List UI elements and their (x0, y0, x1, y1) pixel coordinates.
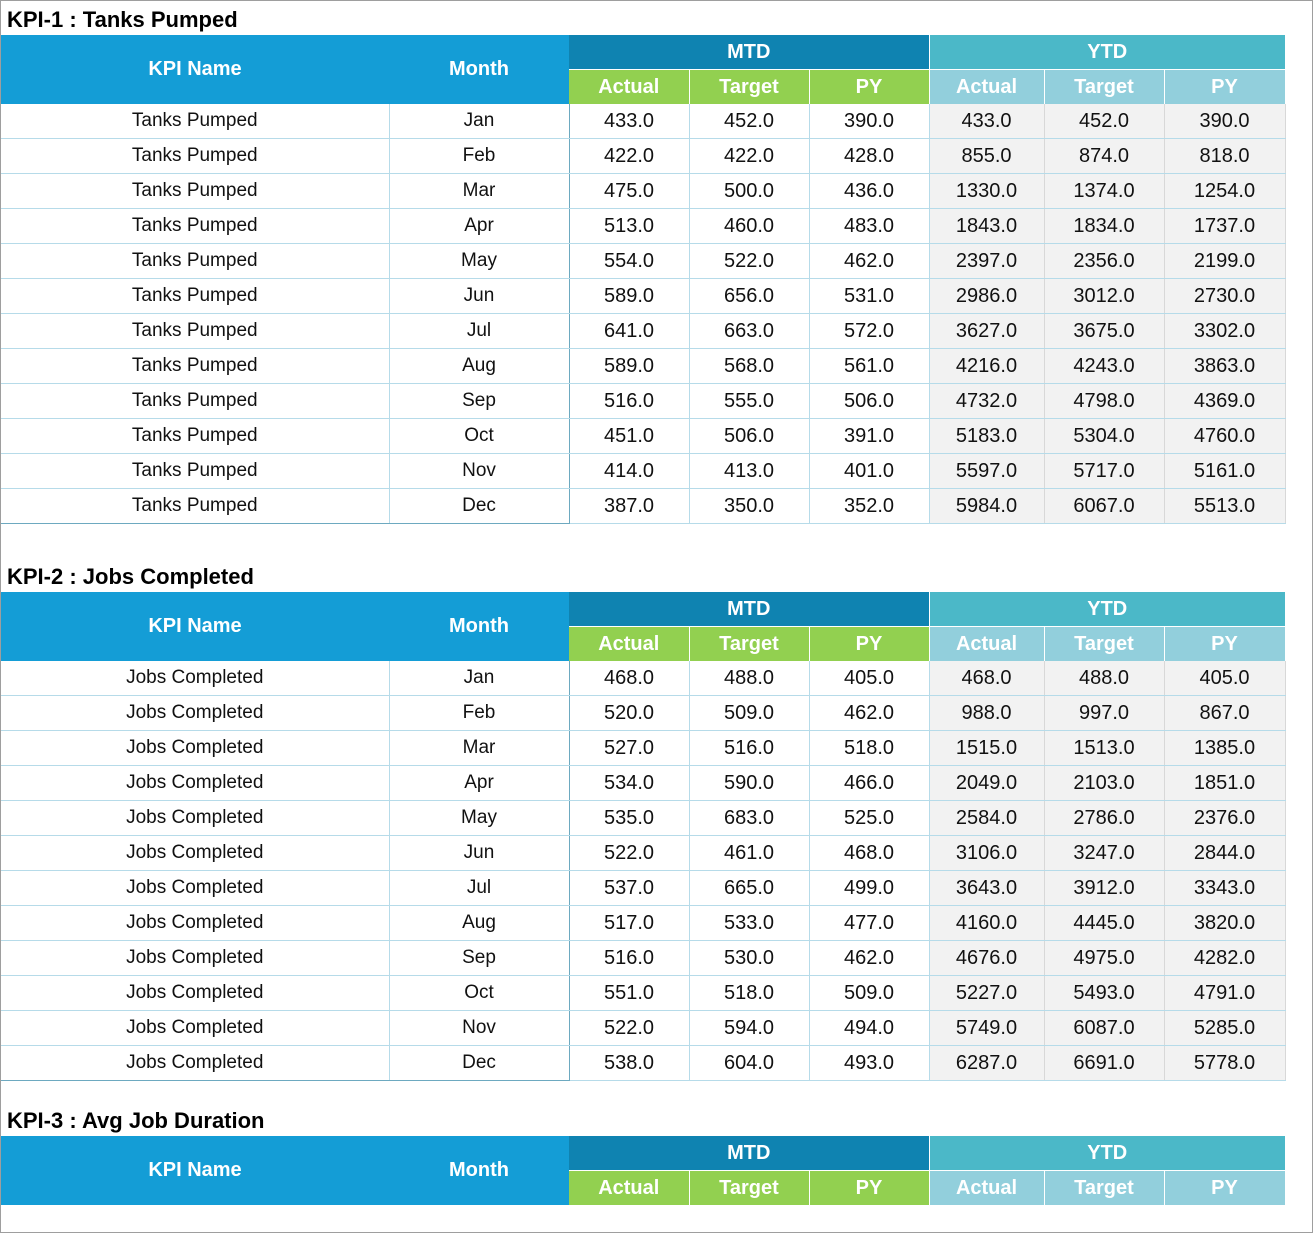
table-row (1, 766, 1285, 801)
cell-ytd-target: 1834.0 (1044, 209, 1164, 244)
cell-ytd-actual: 2986.0 (929, 279, 1044, 314)
cell-ytd-py: 4791.0 (1164, 976, 1285, 1011)
table-row (1, 731, 1285, 766)
cell-kpi-name: Jobs Completed (1, 801, 389, 836)
cell-ytd-py: 5778.0 (1164, 1046, 1285, 1081)
cell-mtd-actual: 433.0 (569, 104, 689, 139)
table-row (1, 1046, 1285, 1081)
cell-mtd-target: 518.0 (689, 976, 809, 1011)
cell-mtd-target: 522.0 (689, 244, 809, 279)
header-ytd-target: Target (1044, 70, 1164, 105)
cell-month: Nov (389, 454, 569, 489)
header-mtd: MTD (569, 592, 929, 627)
cell-mtd-target: 665.0 (689, 871, 809, 906)
cell-ytd-py: 4282.0 (1164, 941, 1285, 976)
cell-mtd-actual: 641.0 (569, 314, 689, 349)
cell-ytd-target: 997.0 (1044, 696, 1164, 731)
cell-ytd-py: 1851.0 (1164, 766, 1285, 801)
cell-month: Apr (389, 209, 569, 244)
cell-ytd-actual: 1515.0 (929, 731, 1044, 766)
cell-mtd-py: 572.0 (809, 314, 929, 349)
table-row (1, 314, 1285, 349)
kpi-table (1, 592, 1286, 1081)
cell-month: Dec (389, 1046, 569, 1081)
cell-mtd-actual: 517.0 (569, 906, 689, 941)
cell-mtd-target: 656.0 (689, 279, 809, 314)
cell-mtd-py: 466.0 (809, 766, 929, 801)
kpi-section-2 (1, 559, 1285, 1081)
cell-mtd-py: 462.0 (809, 941, 929, 976)
cell-mtd-actual: 387.0 (569, 489, 689, 524)
cell-ytd-target: 3912.0 (1044, 871, 1164, 906)
cell-month: Jan (389, 661, 569, 696)
cell-ytd-actual: 4160.0 (929, 906, 1044, 941)
header-kpi-name: KPI Name (1, 1136, 389, 1205)
cell-ytd-py: 867.0 (1164, 696, 1285, 731)
cell-ytd-actual: 4732.0 (929, 384, 1044, 419)
cell-mtd-actual: 537.0 (569, 871, 689, 906)
cell-ytd-py: 3343.0 (1164, 871, 1285, 906)
header-month: Month (389, 35, 569, 104)
table-row (1, 696, 1285, 731)
cell-ytd-target: 3247.0 (1044, 836, 1164, 871)
cell-ytd-actual: 2397.0 (929, 244, 1044, 279)
header-ytd-target: Target (1044, 1171, 1164, 1206)
cell-mtd-py: 509.0 (809, 976, 929, 1011)
cell-ytd-target: 5304.0 (1044, 419, 1164, 454)
cell-ytd-actual: 5227.0 (929, 976, 1044, 1011)
cell-mtd-target: 590.0 (689, 766, 809, 801)
cell-ytd-target: 4445.0 (1044, 906, 1164, 941)
table-row (1, 661, 1285, 696)
cell-month: Jan (389, 104, 569, 139)
cell-mtd-py: 436.0 (809, 174, 929, 209)
table-row (1, 906, 1285, 941)
cell-ytd-actual: 5749.0 (929, 1011, 1044, 1046)
cell-mtd-actual: 513.0 (569, 209, 689, 244)
cell-kpi-name: Jobs Completed (1, 836, 389, 871)
cell-mtd-target: 555.0 (689, 384, 809, 419)
cell-mtd-actual: 422.0 (569, 139, 689, 174)
table-header (1, 35, 1285, 104)
kpi-table (1, 1136, 1286, 1205)
table-row (1, 454, 1285, 489)
cell-ytd-target: 5717.0 (1044, 454, 1164, 489)
cell-kpi-name: Tanks Pumped (1, 174, 389, 209)
table-row (1, 279, 1285, 314)
header-month: Month (389, 1136, 569, 1205)
cell-ytd-target: 4798.0 (1044, 384, 1164, 419)
cell-ytd-target: 2356.0 (1044, 244, 1164, 279)
cell-ytd-py: 3302.0 (1164, 314, 1285, 349)
cell-month: Mar (389, 174, 569, 209)
table-header (1, 1136, 1285, 1205)
cell-mtd-py: 506.0 (809, 384, 929, 419)
header-ytd-target: Target (1044, 627, 1164, 662)
cell-ytd-actual: 988.0 (929, 696, 1044, 731)
cell-ytd-target: 4243.0 (1044, 349, 1164, 384)
cell-ytd-py: 3863.0 (1164, 349, 1285, 384)
cell-ytd-target: 1513.0 (1044, 731, 1164, 766)
cell-ytd-actual: 4676.0 (929, 941, 1044, 976)
cell-ytd-actual: 5183.0 (929, 419, 1044, 454)
cell-kpi-name: Tanks Pumped (1, 209, 389, 244)
cell-kpi-name: Jobs Completed (1, 871, 389, 906)
cell-mtd-actual: 535.0 (569, 801, 689, 836)
cell-mtd-actual: 520.0 (569, 696, 689, 731)
cell-ytd-actual: 3643.0 (929, 871, 1044, 906)
cell-mtd-py: 391.0 (809, 419, 929, 454)
cell-month: Oct (389, 419, 569, 454)
header-mtd-target: Target (689, 70, 809, 105)
table-header (1, 592, 1285, 661)
header-month: Month (389, 592, 569, 661)
cell-kpi-name: Tanks Pumped (1, 384, 389, 419)
cell-mtd-actual: 516.0 (569, 941, 689, 976)
header-mtd-target: Target (689, 1171, 809, 1206)
cell-kpi-name: Tanks Pumped (1, 349, 389, 384)
header-kpi-name: KPI Name (1, 35, 389, 104)
cell-month: May (389, 244, 569, 279)
cell-month: Sep (389, 941, 569, 976)
header-kpi-name: KPI Name (1, 592, 389, 661)
cell-mtd-py: 531.0 (809, 279, 929, 314)
cell-ytd-target: 452.0 (1044, 104, 1164, 139)
cell-ytd-py: 390.0 (1164, 104, 1285, 139)
cell-mtd-py: 405.0 (809, 661, 929, 696)
cell-mtd-actual: 551.0 (569, 976, 689, 1011)
cell-ytd-actual: 5597.0 (929, 454, 1044, 489)
cell-month: Oct (389, 976, 569, 1011)
cell-ytd-py: 3820.0 (1164, 906, 1285, 941)
header-mtd-actual: Actual (569, 627, 689, 662)
header-mtd-py: PY (809, 1171, 929, 1206)
cell-mtd-target: 422.0 (689, 139, 809, 174)
cell-ytd-target: 3675.0 (1044, 314, 1164, 349)
cell-ytd-py: 1737.0 (1164, 209, 1285, 244)
header-mtd-py: PY (809, 627, 929, 662)
cell-mtd-py: 477.0 (809, 906, 929, 941)
table-row (1, 941, 1285, 976)
cell-mtd-py: 561.0 (809, 349, 929, 384)
kpi-section-3 (1, 1103, 1285, 1205)
cell-kpi-name: Tanks Pumped (1, 244, 389, 279)
table-row (1, 976, 1285, 1011)
cell-mtd-target: 530.0 (689, 941, 809, 976)
cell-mtd-actual: 522.0 (569, 1011, 689, 1046)
header-ytd-py: PY (1164, 1171, 1285, 1206)
cell-mtd-target: 568.0 (689, 349, 809, 384)
section-title: KPI-1 : Tanks Pumped (7, 7, 238, 32)
cell-ytd-py: 405.0 (1164, 661, 1285, 696)
cell-ytd-py: 2844.0 (1164, 836, 1285, 871)
cell-ytd-py: 4760.0 (1164, 419, 1285, 454)
header-ytd: YTD (929, 35, 1285, 70)
header-ytd-py: PY (1164, 70, 1285, 105)
cell-ytd-actual: 1330.0 (929, 174, 1044, 209)
cell-ytd-target: 2103.0 (1044, 766, 1164, 801)
cell-mtd-actual: 589.0 (569, 349, 689, 384)
cell-ytd-actual: 855.0 (929, 139, 1044, 174)
cell-month: Sep (389, 384, 569, 419)
cell-mtd-actual: 538.0 (569, 1046, 689, 1081)
cell-mtd-py: 518.0 (809, 731, 929, 766)
cell-ytd-target: 2786.0 (1044, 801, 1164, 836)
cell-mtd-target: 500.0 (689, 174, 809, 209)
header-ytd-py: PY (1164, 627, 1285, 662)
cell-kpi-name: Tanks Pumped (1, 419, 389, 454)
header-mtd-actual: Actual (569, 70, 689, 105)
table-row (1, 174, 1285, 209)
cell-mtd-target: 452.0 (689, 104, 809, 139)
cell-mtd-target: 460.0 (689, 209, 809, 244)
cell-ytd-py: 5161.0 (1164, 454, 1285, 489)
cell-month: Dec (389, 489, 569, 524)
cell-month: Aug (389, 906, 569, 941)
cell-month: Apr (389, 766, 569, 801)
cell-kpi-name: Tanks Pumped (1, 279, 389, 314)
cell-kpi-name: Jobs Completed (1, 696, 389, 731)
cell-mtd-actual: 468.0 (569, 661, 689, 696)
cell-ytd-target: 874.0 (1044, 139, 1164, 174)
cell-kpi-name: Jobs Completed (1, 661, 389, 696)
cell-month: Jul (389, 314, 569, 349)
cell-ytd-py: 5285.0 (1164, 1011, 1285, 1046)
cell-mtd-target: 506.0 (689, 419, 809, 454)
cell-ytd-actual: 2049.0 (929, 766, 1044, 801)
cell-kpi-name: Jobs Completed (1, 906, 389, 941)
cell-mtd-target: 413.0 (689, 454, 809, 489)
cell-mtd-actual: 475.0 (569, 174, 689, 209)
table-row (1, 419, 1285, 454)
cell-month: Jul (389, 871, 569, 906)
cell-ytd-actual: 3106.0 (929, 836, 1044, 871)
cell-ytd-actual: 1843.0 (929, 209, 1044, 244)
header-ytd: YTD (929, 592, 1285, 627)
cell-mtd-py: 462.0 (809, 696, 929, 731)
kpi-section-1 (1, 2, 1285, 524)
cell-ytd-target: 6691.0 (1044, 1046, 1164, 1081)
cell-mtd-target: 683.0 (689, 801, 809, 836)
cell-ytd-target: 5493.0 (1044, 976, 1164, 1011)
cell-mtd-target: 604.0 (689, 1046, 809, 1081)
cell-ytd-py: 2199.0 (1164, 244, 1285, 279)
cell-month: May (389, 801, 569, 836)
cell-mtd-actual: 516.0 (569, 384, 689, 419)
cell-kpi-name: Jobs Completed (1, 941, 389, 976)
cell-kpi-name: Jobs Completed (1, 1011, 389, 1046)
cell-ytd-actual: 433.0 (929, 104, 1044, 139)
cell-ytd-py: 2376.0 (1164, 801, 1285, 836)
cell-mtd-py: 483.0 (809, 209, 929, 244)
cell-kpi-name: Jobs Completed (1, 1046, 389, 1081)
table-row (1, 1011, 1285, 1046)
cell-month: Aug (389, 349, 569, 384)
cell-kpi-name: Jobs Completed (1, 731, 389, 766)
cell-ytd-target: 1374.0 (1044, 174, 1164, 209)
cell-ytd-py: 2730.0 (1164, 279, 1285, 314)
cell-ytd-target: 488.0 (1044, 661, 1164, 696)
table-row (1, 801, 1285, 836)
header-ytd-actual: Actual (929, 627, 1044, 662)
table-row (1, 209, 1285, 244)
cell-ytd-actual: 5984.0 (929, 489, 1044, 524)
cell-month: Feb (389, 696, 569, 731)
cell-mtd-target: 461.0 (689, 836, 809, 871)
header-mtd: MTD (569, 1136, 929, 1171)
table-row (1, 384, 1285, 419)
cell-mtd-actual: 534.0 (569, 766, 689, 801)
cell-ytd-py: 1254.0 (1164, 174, 1285, 209)
cell-ytd-target: 6067.0 (1044, 489, 1164, 524)
cell-mtd-target: 594.0 (689, 1011, 809, 1046)
cell-ytd-py: 5513.0 (1164, 489, 1285, 524)
cell-mtd-py: 462.0 (809, 244, 929, 279)
cell-mtd-actual: 414.0 (569, 454, 689, 489)
cell-mtd-py: 390.0 (809, 104, 929, 139)
header-mtd-target: Target (689, 627, 809, 662)
table-row (1, 836, 1285, 871)
cell-ytd-py: 1385.0 (1164, 731, 1285, 766)
cell-kpi-name: Jobs Completed (1, 976, 389, 1011)
cell-mtd-py: 494.0 (809, 1011, 929, 1046)
cell-kpi-name: Tanks Pumped (1, 489, 389, 524)
cell-mtd-target: 663.0 (689, 314, 809, 349)
cell-mtd-py: 401.0 (809, 454, 929, 489)
header-mtd-actual: Actual (569, 1171, 689, 1206)
section-title: KPI-2 : Jobs Completed (7, 564, 254, 589)
cell-mtd-py: 493.0 (809, 1046, 929, 1081)
header-mtd: MTD (569, 35, 929, 70)
cell-ytd-actual: 468.0 (929, 661, 1044, 696)
cell-ytd-py: 4369.0 (1164, 384, 1285, 419)
cell-month: Jun (389, 836, 569, 871)
table-row (1, 349, 1285, 384)
header-ytd-actual: Actual (929, 1171, 1044, 1206)
cell-kpi-name: Tanks Pumped (1, 314, 389, 349)
cell-mtd-target: 488.0 (689, 661, 809, 696)
cell-ytd-actual: 4216.0 (929, 349, 1044, 384)
table-row (1, 104, 1285, 139)
cell-mtd-actual: 522.0 (569, 836, 689, 871)
table-row (1, 871, 1285, 906)
cell-kpi-name: Tanks Pumped (1, 139, 389, 174)
table-row (1, 489, 1285, 524)
table-row (1, 139, 1285, 174)
cell-kpi-name: Tanks Pumped (1, 104, 389, 139)
cell-mtd-actual: 527.0 (569, 731, 689, 766)
section-title: KPI-3 : Avg Job Duration (7, 1108, 265, 1133)
cell-kpi-name: Tanks Pumped (1, 454, 389, 489)
cell-month: Feb (389, 139, 569, 174)
cell-ytd-target: 6087.0 (1044, 1011, 1164, 1046)
cell-ytd-target: 3012.0 (1044, 279, 1164, 314)
kpi-table (1, 35, 1286, 524)
cell-mtd-py: 525.0 (809, 801, 929, 836)
cell-month: Mar (389, 731, 569, 766)
cell-ytd-actual: 6287.0 (929, 1046, 1044, 1081)
cell-ytd-target: 4975.0 (1044, 941, 1164, 976)
cell-mtd-target: 509.0 (689, 696, 809, 731)
header-ytd-actual: Actual (929, 70, 1044, 105)
cell-mtd-actual: 451.0 (569, 419, 689, 454)
cell-mtd-py: 352.0 (809, 489, 929, 524)
cell-month: Nov (389, 1011, 569, 1046)
cell-ytd-py: 818.0 (1164, 139, 1285, 174)
cell-mtd-target: 533.0 (689, 906, 809, 941)
table-row (1, 244, 1285, 279)
header-mtd-py: PY (809, 70, 929, 105)
cell-mtd-actual: 554.0 (569, 244, 689, 279)
cell-mtd-py: 499.0 (809, 871, 929, 906)
cell-mtd-py: 468.0 (809, 836, 929, 871)
cell-ytd-actual: 3627.0 (929, 314, 1044, 349)
cell-ytd-actual: 2584.0 (929, 801, 1044, 836)
cell-mtd-target: 516.0 (689, 731, 809, 766)
cell-mtd-target: 350.0 (689, 489, 809, 524)
header-ytd: YTD (929, 1136, 1285, 1171)
cell-month: Jun (389, 279, 569, 314)
cell-mtd-actual: 589.0 (569, 279, 689, 314)
cell-mtd-py: 428.0 (809, 139, 929, 174)
cell-kpi-name: Jobs Completed (1, 766, 389, 801)
